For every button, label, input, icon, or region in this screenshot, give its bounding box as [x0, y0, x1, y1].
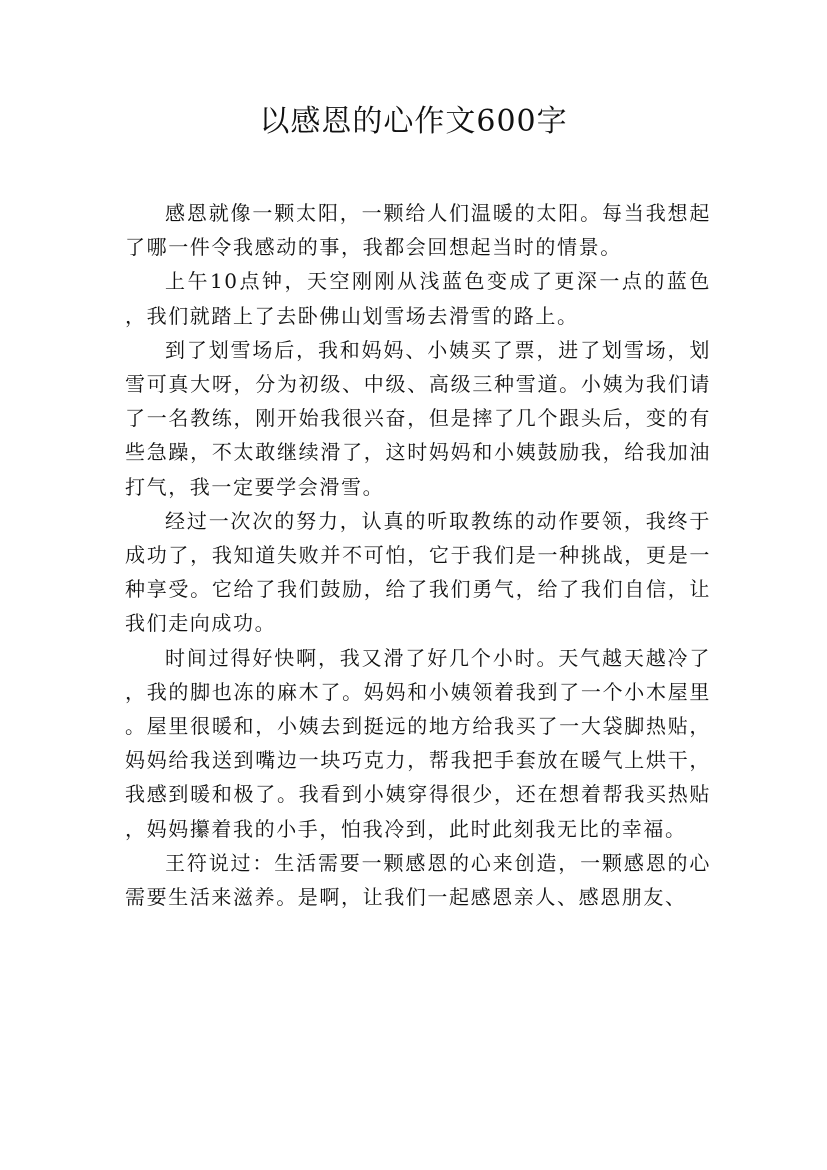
paragraph-4: 经过一次次的努力，认真的听取教练的动作要领，我终于成功了，我知道失败并不可怕，它于我们是一种挑战，更是一种享受。它给了我们鼓励，给了我们勇气，给了我们自信，让我们走向成功。 — [125, 508, 711, 636]
document-title: 以感恩的心作文600字 — [259, 104, 568, 139]
paragraph-3: 到了划雪场后，我和妈妈、小姨买了票，进了划雪场，划雪可真大呀，分为初级、中级、高级三种雪道。小姨为我们请了一名教练，刚开始我很兴奋，但是摔了几个跟头后，变的有些急躁，不太敢继续滑了，这时妈妈和小姨鼓励我，给我加油打气，我一定要学会滑雪。 — [125, 337, 711, 499]
paragraph-5: 时间过得好快啊，我又滑了好几个小时。天气越天越冷了，我的脚也冻的麻木了。妈妈和小姨领着我到了一个小木屋里。屋里很暖和，小姨去到挺远的地方给我买了一大袋脚热贴，妈妈给我送到嘴边一块巧克力，帮我把手套放在暖气上烘干，我感到暖和极了。我看到小姨穿得很少，还在想着帮我买热贴，妈妈攥着我的小手，怕我冷到，此时此刻我无比的幸福。 — [125, 645, 711, 841]
paragraph-1: 感恩就像一颗太阳，一颗给人们温暖的太阳。每当我想起了哪一件令我感动的事，我都会回想起当时的情景。 — [125, 201, 711, 260]
document-body — [125, 196, 711, 914]
paragraph-2: 上午10点钟，天空刚刚从浅蓝色变成了更深一点的蓝色，我们就踏上了去卧佛山划雪场去滑雪的路上。 — [125, 269, 711, 328]
paragraph-6: 王符说过：生活需要一颗感恩的心来创造，一颗感恩的心需要生活来滋养。是啊，让我们一起感恩亲人、感恩朋友、 — [125, 850, 711, 910]
